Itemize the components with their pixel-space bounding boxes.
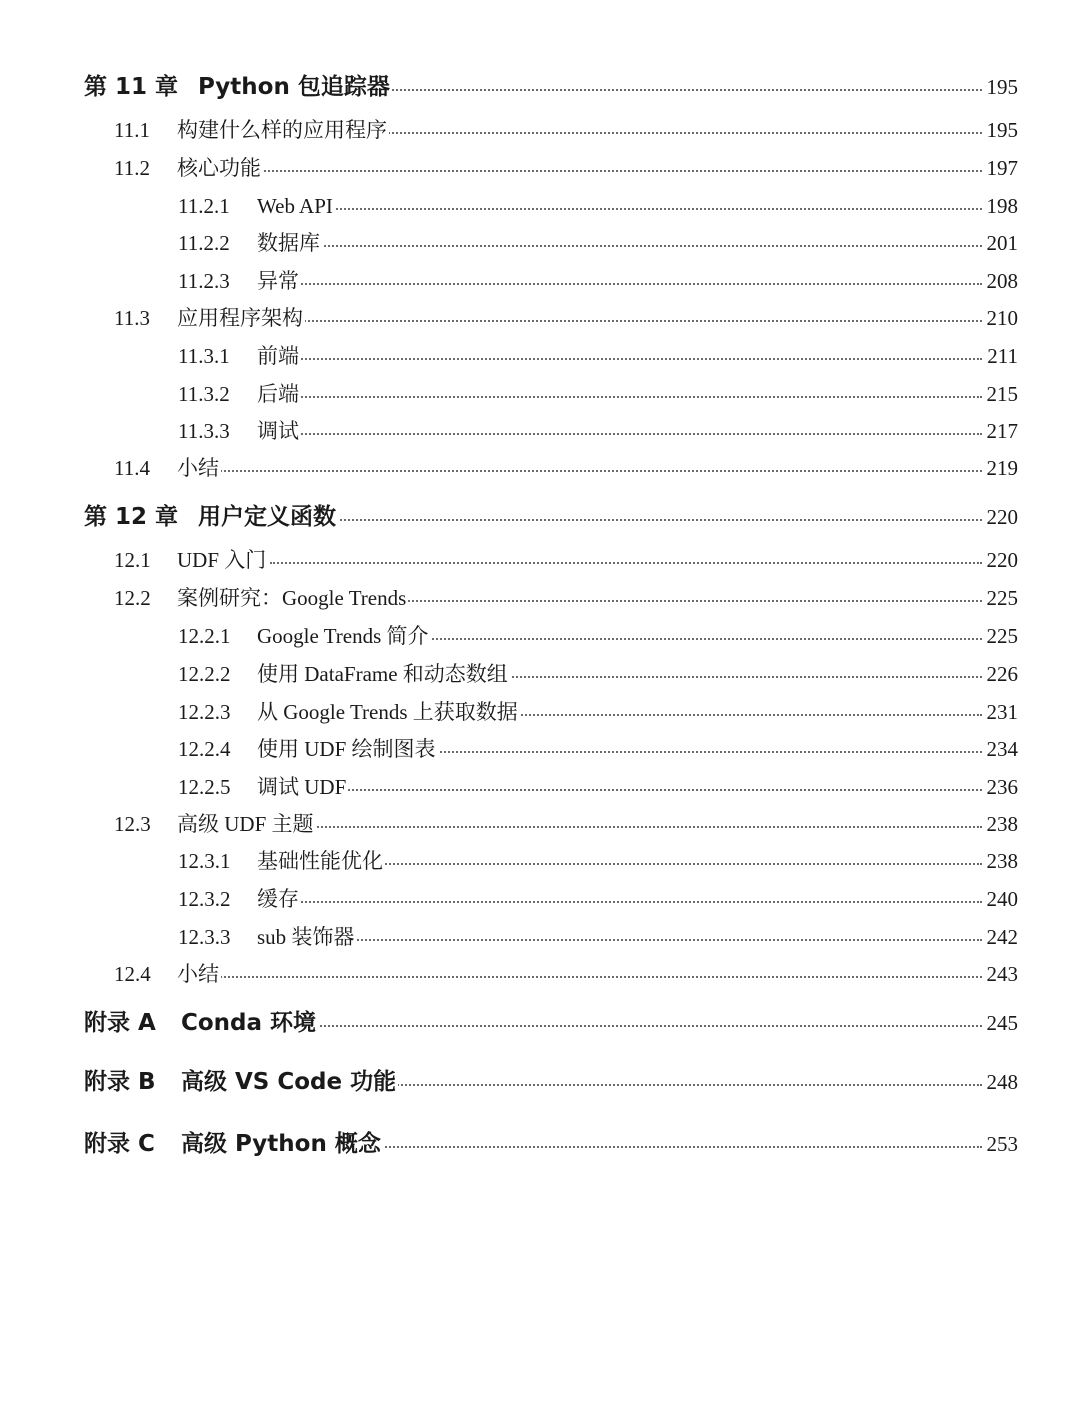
entry-page-number: 225	[984, 621, 1019, 651]
entry-page-number: 234	[984, 734, 1019, 764]
toc-entry-section[interactable]	[0, 303, 1080, 333]
entry-number: 11.1	[114, 118, 150, 142]
dot-leader	[290, 358, 982, 360]
dot-leader	[290, 283, 982, 285]
dot-leader	[300, 320, 982, 322]
toc-entry-subsection[interactable]	[0, 416, 1080, 446]
entry-title: 后端	[257, 379, 301, 409]
entry-number: 12.2	[114, 586, 151, 610]
entry-number: 12.2.3	[178, 700, 231, 724]
entry-title: 异常	[257, 266, 301, 296]
entry-title: Conda 环境	[181, 1010, 317, 1036]
entry-title: 小结	[177, 959, 221, 989]
entry-number: 12.3	[114, 812, 151, 836]
entry-page-number: 208	[984, 266, 1019, 296]
entry-number: 12.3.2	[178, 887, 231, 911]
dot-leader	[270, 562, 982, 564]
entry-title: 缓存	[257, 884, 301, 914]
entry-page-number: 243	[984, 959, 1019, 989]
dot-leader	[300, 1025, 982, 1027]
entry-title: 案例研究：Google Trends	[177, 583, 408, 613]
toc-entry-section[interactable]	[0, 545, 1080, 575]
dot-leader	[260, 170, 982, 172]
dot-leader	[300, 519, 982, 521]
entry-number: 附录 C	[84, 1131, 155, 1157]
entry-number: 第 12 章	[84, 504, 179, 530]
toc-entry-chapter-12[interactable]	[0, 502, 1080, 532]
dot-leader	[220, 976, 982, 978]
entry-title: Web API	[257, 191, 335, 221]
toc-entry-appendix-b[interactable]	[0, 1067, 1080, 1097]
dot-leader	[370, 1146, 982, 1148]
entry-number: 12.3.3	[178, 925, 231, 949]
entry-title: 构建什么样的应用程序	[177, 115, 389, 145]
toc-entry-subsection[interactable]	[0, 884, 1080, 914]
entry-title: 高级 VS Code 功能	[181, 1069, 397, 1095]
entry-title: 使用 UDF 绘制图表	[257, 734, 438, 764]
entry-title: 小结	[177, 453, 221, 483]
toc-entry-appendix-c[interactable]	[0, 1129, 1080, 1159]
entry-number: 11.2.3	[178, 269, 230, 293]
entry-title: Python 包追踪器	[198, 74, 390, 100]
entry-page-number: 242	[984, 922, 1019, 952]
entry-number: 12.3.1	[178, 849, 231, 873]
toc-entry-section[interactable]	[0, 453, 1080, 483]
toc-entry-subsection[interactable]	[0, 341, 1080, 371]
toc-entry-subsection[interactable]	[0, 228, 1080, 258]
entry-page-number: 226	[984, 659, 1019, 689]
entry-number: 11.3.1	[178, 344, 230, 368]
dot-leader	[420, 751, 982, 753]
entry-title: 前端	[257, 341, 301, 371]
entry-page-number: 225	[984, 583, 1019, 613]
entry-number: 11.2	[114, 156, 150, 180]
dot-leader	[510, 714, 982, 716]
entry-page-number: 240	[984, 884, 1019, 914]
toc-entry-subsection[interactable]	[0, 659, 1080, 689]
entry-number: 11.2.2	[178, 231, 230, 255]
dot-leader	[340, 789, 982, 791]
entry-number: 11.3.3	[178, 419, 230, 443]
toc-entry-subsection[interactable]	[0, 772, 1080, 802]
entry-number: 12.2.2	[178, 662, 231, 686]
toc-entry-appendix-a[interactable]	[0, 1008, 1080, 1038]
entry-number: 附录 A	[84, 1010, 156, 1036]
entry-page-number: 197	[984, 153, 1019, 183]
entry-title: 从 Google Trends 上获取数据	[257, 697, 520, 727]
entry-title: 调试	[257, 416, 301, 446]
entry-title: sub 装饰器	[257, 922, 356, 952]
entry-number: 11.3.2	[178, 382, 230, 406]
dot-leader	[300, 208, 982, 210]
entry-page-number: 248	[984, 1067, 1019, 1097]
toc-entry-section[interactable]	[0, 153, 1080, 183]
toc-entry-subsection[interactable]	[0, 266, 1080, 296]
entry-page-number: 220	[984, 502, 1019, 532]
toc-entry-subsection[interactable]	[0, 191, 1080, 221]
entry-title: UDF 入门	[177, 545, 268, 575]
entry-title: 使用 DataFrame 和动态数组	[257, 659, 510, 689]
entry-page-number: 253	[984, 1129, 1019, 1159]
entry-page-number: 236	[984, 772, 1019, 802]
entry-page-number: 238	[984, 846, 1019, 876]
entry-page-number: 210	[984, 303, 1019, 333]
entry-page-number: 220	[984, 545, 1019, 575]
toc-entry-subsection[interactable]	[0, 697, 1080, 727]
entry-number: 第 11 章	[84, 74, 179, 100]
toc-entry-section[interactable]	[0, 115, 1080, 145]
dot-leader	[300, 89, 982, 91]
dot-leader	[420, 638, 982, 640]
dot-leader	[390, 1084, 982, 1086]
toc-entry-subsection[interactable]	[0, 846, 1080, 876]
entry-page-number: 215	[984, 379, 1019, 409]
dot-leader	[290, 433, 982, 435]
toc-entry-section[interactable]	[0, 809, 1080, 839]
dot-leader	[300, 245, 982, 247]
entry-title: 核心功能	[177, 153, 263, 183]
dot-leader	[290, 396, 982, 398]
entry-page-number: 219	[984, 453, 1019, 483]
entry-title: 调试 UDF	[257, 772, 348, 802]
entry-number: 12.1	[114, 548, 151, 572]
entry-page-number: 201	[984, 228, 1019, 258]
dot-leader	[290, 901, 982, 903]
dot-leader	[400, 600, 982, 602]
entry-page-number: 198	[984, 191, 1019, 221]
dot-leader	[300, 132, 982, 134]
entry-number: 11.4	[114, 456, 150, 480]
dot-leader	[220, 470, 982, 472]
entry-number: 11.2.1	[178, 194, 230, 218]
entry-page-number: 238	[984, 809, 1019, 839]
entry-number: 12.2.4	[178, 737, 231, 761]
toc-entry-subsection[interactable]	[0, 379, 1080, 409]
entry-title: Google Trends 简介	[257, 621, 431, 651]
entry-page-number: 195	[984, 72, 1019, 102]
entry-number: 12.2.5	[178, 775, 231, 799]
toc-entry-subsection[interactable]	[0, 621, 1080, 651]
dot-leader	[370, 863, 982, 865]
dot-leader	[310, 826, 982, 828]
entry-title: 数据库	[257, 228, 322, 258]
entry-page-number: 245	[984, 1008, 1019, 1038]
entry-number: 12.4	[114, 962, 151, 986]
entry-number: 附录 B	[84, 1069, 156, 1095]
entry-title: 基础性能优化	[257, 846, 385, 876]
toc-entry-subsection[interactable]	[0, 922, 1080, 952]
entry-number: 12.2.1	[178, 624, 231, 648]
entry-page-number: 211	[984, 341, 1018, 371]
entry-page-number: 217	[984, 416, 1019, 446]
toc-entry-subsection[interactable]	[0, 734, 1080, 764]
entry-number: 11.3	[114, 306, 150, 330]
entry-title: 应用程序架构	[177, 303, 305, 333]
dot-leader	[350, 939, 982, 941]
toc-entry-section[interactable]	[0, 583, 1080, 613]
entry-title: 高级 UDF 主题	[177, 809, 316, 839]
entry-page-number: 195	[984, 115, 1019, 145]
toc-entry-chapter-11[interactable]	[0, 72, 1080, 102]
entry-title: 用户定义函数	[198, 504, 336, 530]
entry-title: 高级 Python 概念	[181, 1131, 381, 1157]
dot-leader	[500, 676, 982, 678]
entry-page-number: 231	[984, 697, 1019, 727]
toc-entry-section[interactable]	[0, 959, 1080, 989]
